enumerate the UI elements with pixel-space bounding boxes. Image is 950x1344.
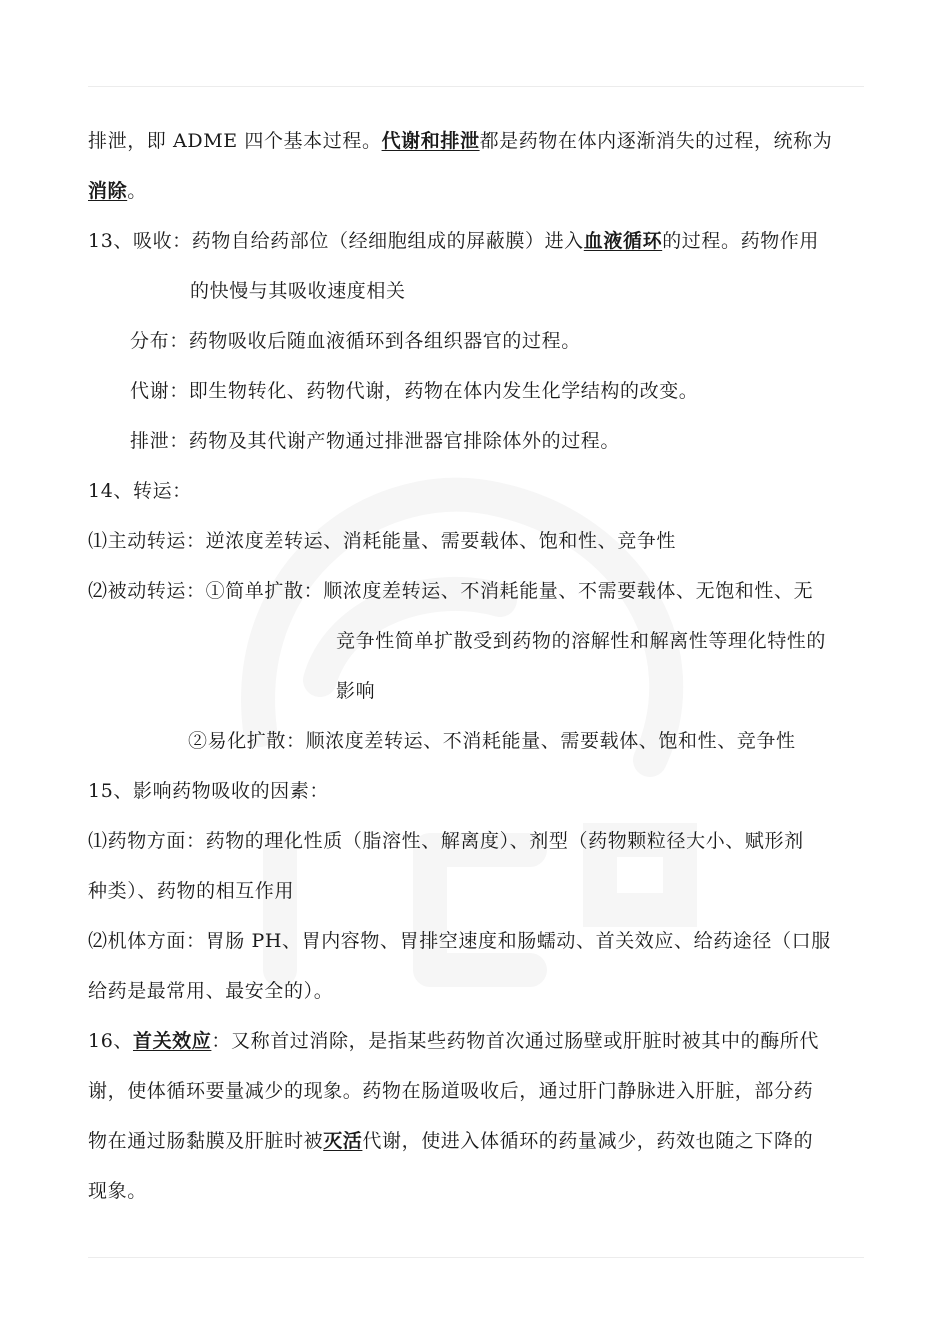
drug-factors: ⑴药物方面：药物的理化性质（脂溶性、解离度）、剂型（药物颗粒径大小、赋形剂 bbox=[88, 830, 804, 852]
drug-factors-continuation: 种类）、药物的相互作用 bbox=[88, 880, 295, 902]
excretion-definition: 排泄：药物及其代谢产物通过排泄器官排除体外的过程。 bbox=[130, 430, 621, 452]
item-16-first-pass: 16、首关效应：又称首过消除，是指某些药物首次通过肠壁或肝脏时被其中的酶所代 bbox=[88, 1030, 819, 1052]
item-13-absorption: 13、吸收：药物自给药部位（经细胞组成的屏蔽膜）进入血液循环的过程。药物作用 bbox=[88, 230, 819, 252]
passive-transport: ⑵被动转运：①简单扩散：顺浓度差转运、不消耗能量、不需要载体、无饱和性、无 bbox=[88, 580, 814, 602]
item-15-heading: 15、影响药物吸收的因素： bbox=[88, 780, 329, 802]
item-14-heading: 14、转运： bbox=[88, 480, 192, 502]
metabolism-definition: 代谢：即生物转化、药物代谢，药物在体内发生化学结构的改变。 bbox=[130, 380, 699, 402]
body-factors-continuation: 给药是最常用、最安全的）。 bbox=[88, 980, 334, 1002]
item-16-continuation-3: 现象。 bbox=[88, 1180, 147, 1202]
line-1: 排泄，即 ADME 四个基本过程。代谢和排泄都是药物在体内逐渐消失的过程，统称为 bbox=[88, 130, 833, 152]
item-16-continuation-2: 物在通过肠黏膜及肝脏时被灭活代谢，使进入体循环的药量减少，药效也随之下降的 bbox=[88, 1130, 814, 1152]
passive-transport-continuation: 竞争性简单扩散受到药物的溶解性和解离性等理化特性的 bbox=[336, 630, 827, 652]
active-transport: ⑴主动转运：逆浓度差转运、消耗能量、需要载体、饱和性、竞争性 bbox=[88, 530, 677, 552]
item-16-continuation-1: 谢，使体循环要量减少的现象。药物在肠道吸收后，通过肝门静脉进入肝脏，部分药 bbox=[88, 1080, 814, 1102]
footer-rule bbox=[88, 1257, 864, 1258]
watermark-logo bbox=[200, 430, 720, 990]
passive-transport-continuation-2: 影响 bbox=[336, 680, 376, 702]
line-2: 消除。 bbox=[88, 180, 147, 202]
body-factors: ⑵机体方面：胃肠 PH、胃内容物、胃排空速度和肠蠕动、首关效应、给药途径（口服 bbox=[88, 930, 831, 952]
distribution-definition: 分布：药物吸收后随血液循环到各组织器官的过程。 bbox=[130, 330, 581, 352]
header-rule bbox=[88, 86, 864, 87]
facilitated-diffusion: ②易化扩散：顺浓度差转运、不消耗能量、需要载体、饱和性、竞争性 bbox=[188, 730, 796, 752]
item-13-continuation: 的快慢与其吸收速度相关 bbox=[190, 280, 406, 302]
